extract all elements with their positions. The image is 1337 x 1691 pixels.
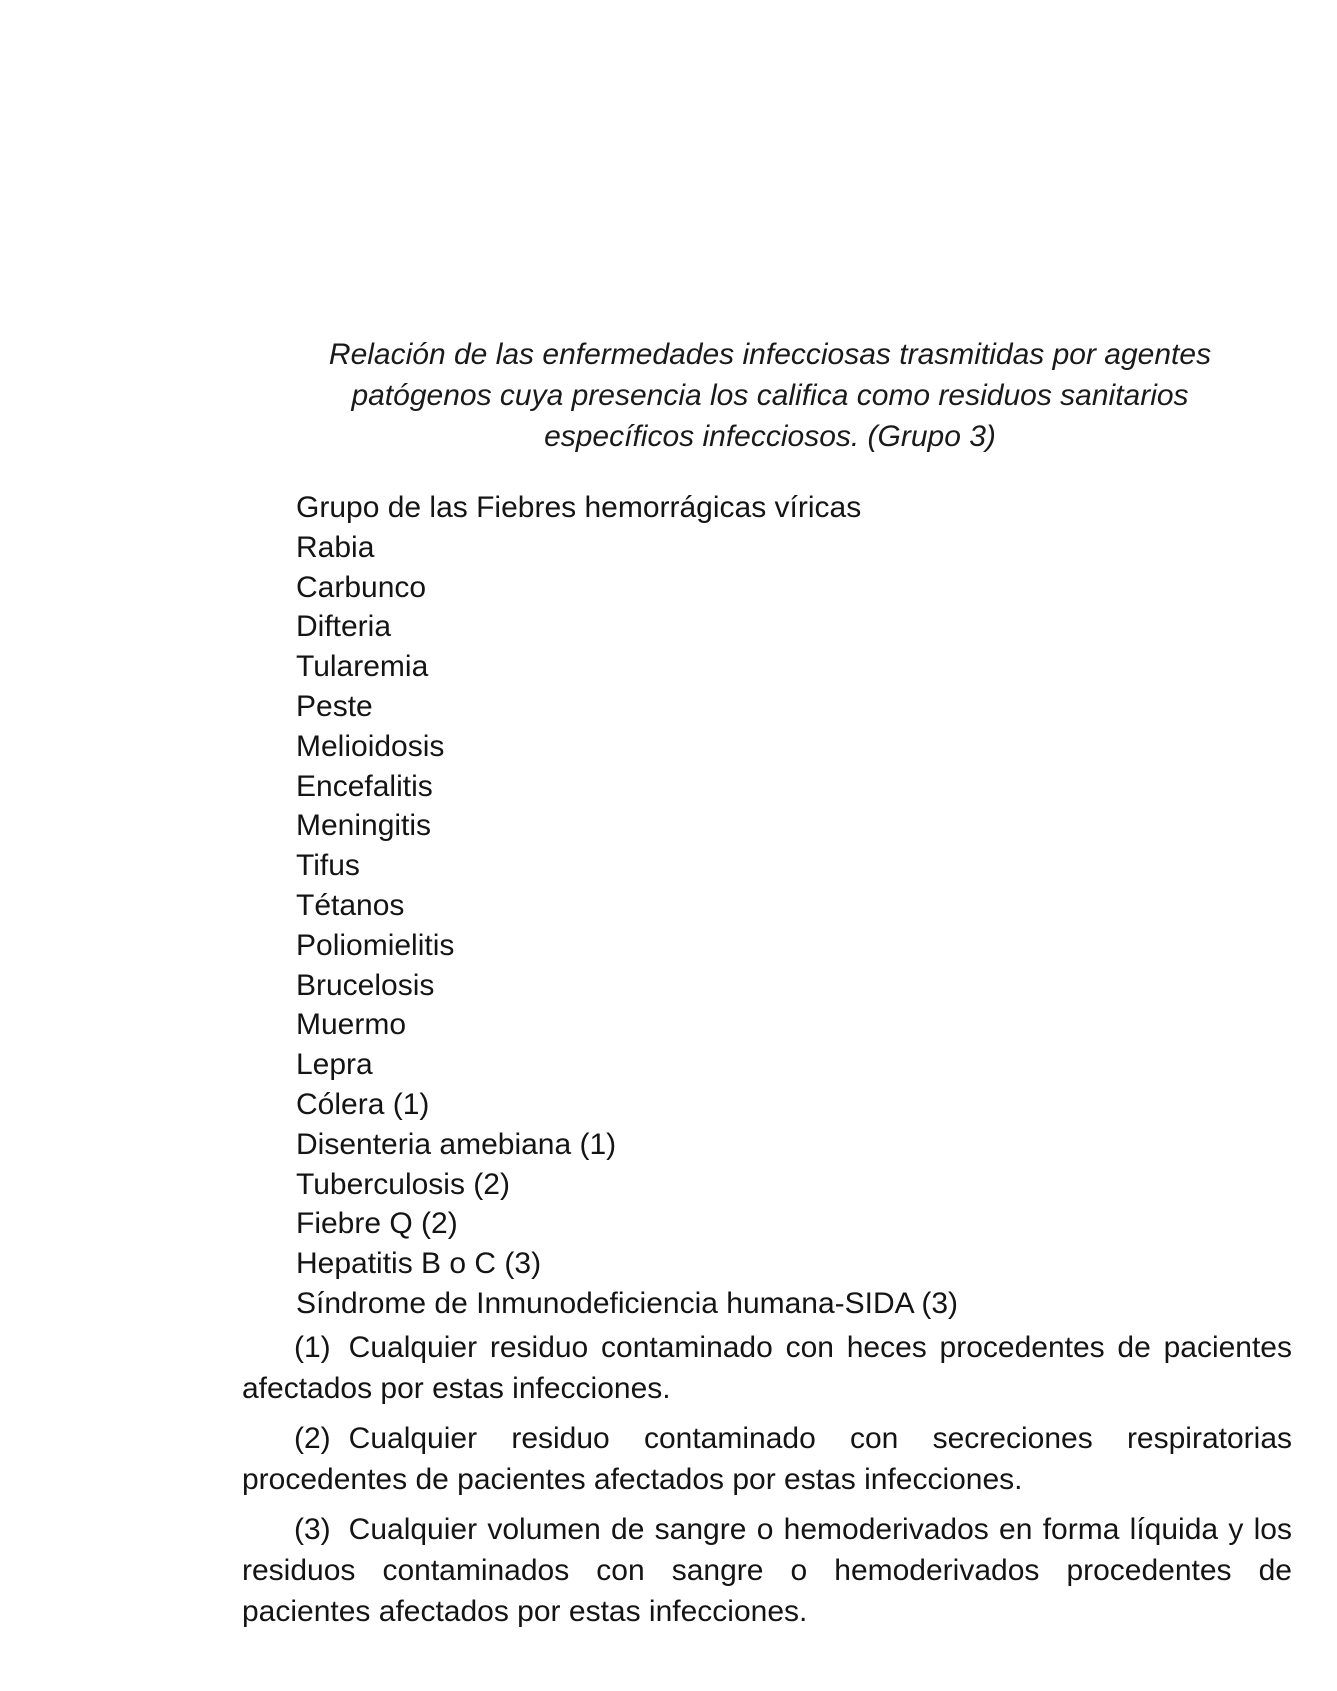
disease-item: Tifus [296,849,360,883]
disease-item: Carbunco [296,570,427,604]
disease-item: Síndrome de Inmunodeficiencia humana-SIDA (3) [296,1286,959,1320]
footnote-number: (3) [294,1513,331,1546]
disease-item: Rabia [296,530,375,564]
disease-item: Poliomielitis [296,928,455,962]
footnotes [242,1327,1292,1641]
disease-item: Fiebre Q (2) [296,1207,458,1241]
disease-item: Tuberculosis (2) [296,1167,510,1201]
footnote-text: Cualquier residuo contaminado con secreciones respiratorias procedentes de pacientes afectados por estas infecciones. [242,1422,1292,1496]
disease-item: Cólera (1) [296,1087,430,1121]
disease-item: Lepra [296,1048,373,1082]
footnote [242,1509,1292,1632]
disease-item: Grupo de las Fiebres hemorrágicas víricas [296,491,862,524]
disease-item: Brucelosis [296,968,435,1002]
footnote-text: Cualquier residuo contaminado con heces procedentes de pacientes afectados por estas infecciones. [242,1331,1292,1405]
disease-item: Peste [296,689,373,723]
disease-item: Tularemia [296,650,429,684]
disease-item: Hepatitis B o C (3) [296,1247,542,1281]
title-line: específicos infecciosos. (Grupo 3) [544,420,996,453]
footnote-text: Cualquier volumen de sangre o hemoderivados en forma líquida y los residuos contaminados con sangre o hemoderivados procedentes de pacientes afectados por estas infecciones. [242,1513,1292,1628]
title-line: Relación de las enfermedades infecciosas trasmitidas por agentes [328,338,1212,371]
disease-list [296,488,958,1324]
disease-item: Muermo [296,1008,407,1042]
footnote-number: (2) [294,1422,331,1455]
disease-item: Melioidosis [296,729,445,763]
disease-item: Tétanos [296,888,405,922]
disease-item: Meningitis [296,809,432,843]
disease-item: Difteria [296,610,392,644]
title-line: patógenos cuya presencia los califica como residuos sanitarios [351,379,1189,412]
footnote [242,1327,1292,1409]
disease-item: Encefalitis [296,769,433,803]
footnote [242,1418,1292,1500]
table-title [250,334,1290,457]
footnote-number: (1) [294,1331,331,1364]
disease-item: Disenteria amebiana (1) [296,1127,617,1161]
